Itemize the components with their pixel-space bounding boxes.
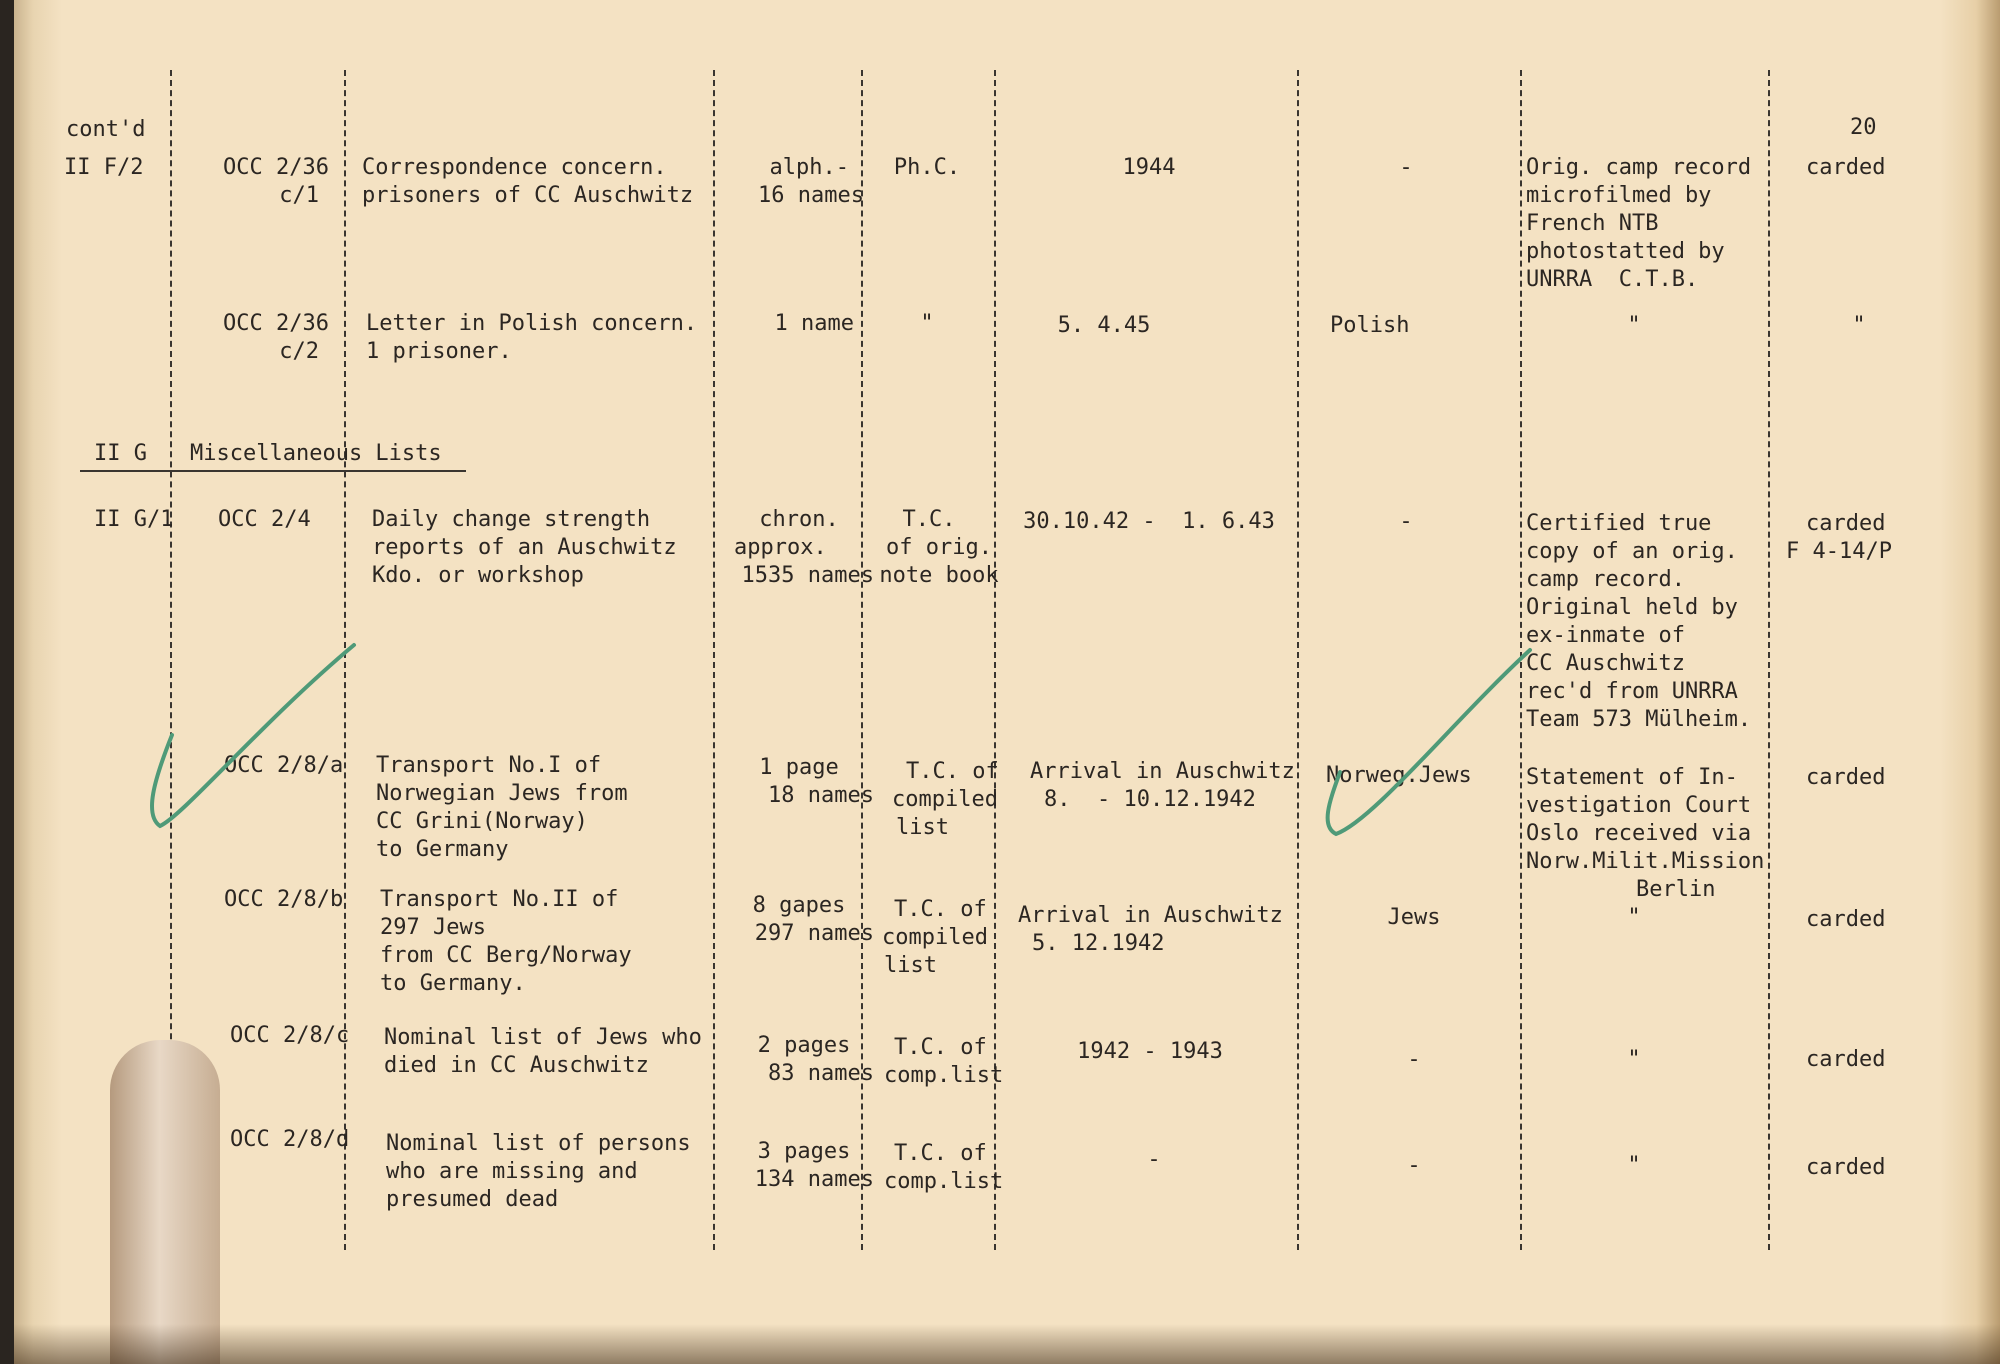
reference-number: OCC 2/8/a xyxy=(224,753,344,778)
remarks-line: Norw.Milit.Mission xyxy=(1526,849,1765,874)
reference-number: OCC 2/36 xyxy=(223,155,329,180)
language-line: Jews xyxy=(1387,905,1441,930)
description-line: Nominal list of Jews who xyxy=(384,1025,702,1050)
type-line: comp.list xyxy=(884,1063,1004,1088)
type-line: comp.list xyxy=(884,1169,1004,1194)
document-page xyxy=(14,0,2000,1364)
type-line: compiled xyxy=(892,787,998,812)
description-line: Letter in Polish concern. xyxy=(366,311,698,336)
remarks-line: " xyxy=(1627,1153,1641,1178)
date-line: Arrival in Auschwitz xyxy=(1030,759,1295,784)
bottom-shadow xyxy=(14,1324,2000,1364)
description-line: Transport No.I of xyxy=(376,753,602,778)
language-line: - xyxy=(1399,155,1413,180)
type-line: " xyxy=(920,311,934,336)
description-line: presumed dead xyxy=(386,1187,559,1212)
remarks-line: Statement of In- xyxy=(1526,765,1738,790)
date-line: - xyxy=(1147,1147,1161,1172)
extent-line: 2 pages xyxy=(757,1033,851,1058)
extent-line: alph.- xyxy=(769,155,849,180)
description-line: 1 prisoner. xyxy=(366,339,512,364)
description-line: from CC Berg/Norway xyxy=(380,943,632,968)
green-checkmark-icon xyxy=(14,0,2000,1364)
contd-label: cont'd xyxy=(66,117,146,142)
status-line: carded xyxy=(1806,1155,1886,1180)
description-line: who are missing and xyxy=(386,1159,638,1184)
remarks-line: Team 573 Mülheim. xyxy=(1526,707,1752,732)
remarks-line: Oslo received via xyxy=(1526,821,1752,846)
description-line: 297 Jews xyxy=(380,915,486,940)
remarks-line: ex-inmate of xyxy=(1526,623,1685,648)
remarks-line: Original held by xyxy=(1526,595,1738,620)
remarks-line: " xyxy=(1627,1047,1641,1072)
remarks-line: " xyxy=(1627,905,1641,930)
language-line: Norweg.Jews xyxy=(1326,763,1472,788)
extent-line: 8 gapes xyxy=(752,893,846,918)
extent-line: approx. xyxy=(734,535,827,560)
description-line: Transport No.II of xyxy=(380,887,619,912)
extent-line: 18 names xyxy=(768,783,874,808)
description-line: CC Grini(Norway) xyxy=(376,809,588,834)
date-line: 5. 4.45 xyxy=(1057,313,1151,338)
date-line: 8. - 10.12.1942 xyxy=(1044,787,1256,812)
date-line: 1944 xyxy=(1122,155,1176,180)
reference-number: OCC 2/36 xyxy=(223,311,329,336)
remarks-line: rec'd from UNRRA xyxy=(1526,679,1738,704)
description-line: to Germany xyxy=(376,837,509,862)
status-line: carded xyxy=(1806,765,1886,790)
reference-number: OCC 2/8/d xyxy=(230,1127,350,1152)
remarks-line: photostatted by xyxy=(1526,239,1725,264)
extent-line: 16 names xyxy=(758,183,864,208)
remarks-line: vestigation Court xyxy=(1526,793,1752,818)
status-line: carded xyxy=(1806,1047,1886,1072)
language-line: - xyxy=(1407,1047,1421,1072)
extent-line: 1 page xyxy=(759,755,839,780)
remarks-line: Orig. camp record xyxy=(1526,155,1752,180)
description-line: Nominal list of persons xyxy=(386,1131,691,1156)
reference-sub: c/2 xyxy=(279,339,319,364)
section-title: Miscellaneous Lists xyxy=(190,441,442,466)
type-line: compiled xyxy=(882,925,988,950)
thumb-shadow xyxy=(110,1040,220,1364)
remarks-line: Berlin xyxy=(1636,877,1716,902)
type-line: list xyxy=(884,953,937,978)
description-line: prisoners of CC Auschwitz xyxy=(362,183,694,208)
type-line: list xyxy=(896,815,949,840)
description-line: to Germany. xyxy=(380,971,526,996)
date-line: 5. 12.1942 xyxy=(1032,931,1165,956)
description-line: reports of an Auschwitz xyxy=(372,535,677,560)
remarks-line: microfilmed by xyxy=(1526,183,1712,208)
description-line: Norwegian Jews from xyxy=(376,781,628,806)
type-line: Ph.C. xyxy=(893,155,961,180)
reference-number: OCC 2/4 xyxy=(218,507,311,532)
status-line: F 4-14/P xyxy=(1786,539,1892,564)
remarks-line: camp record. xyxy=(1526,567,1685,592)
extent-line: 297 names xyxy=(754,921,874,946)
status-line: carded xyxy=(1806,155,1886,180)
category-code: II F/2 xyxy=(64,155,144,180)
reference-sub: c/1 xyxy=(279,183,319,208)
language-line: Polish xyxy=(1330,313,1410,338)
extent-line: 134 names xyxy=(754,1167,874,1192)
remarks-line: copy of an orig. xyxy=(1526,539,1738,564)
description-line: Kdo. or workshop xyxy=(372,563,584,588)
status-line: carded xyxy=(1806,511,1886,536)
status-line: " xyxy=(1852,313,1866,338)
remarks-line: UNRRA C.T.B. xyxy=(1526,267,1699,292)
type-line: note book xyxy=(879,563,999,588)
type-line: of orig. xyxy=(886,535,992,560)
date-line: 30.10.42 - 1. 6.43 xyxy=(1023,509,1275,534)
remarks-line: " xyxy=(1627,313,1641,338)
remarks-line: CC Auschwitz xyxy=(1526,651,1685,676)
type-line: T.C. of xyxy=(894,897,987,922)
page-number: 20 xyxy=(1850,115,1877,140)
extent-line: chron. xyxy=(759,507,839,532)
language-line: - xyxy=(1399,509,1413,534)
category-code: II G/1 xyxy=(94,507,174,532)
type-line: T.C. xyxy=(902,507,956,532)
remarks-line: Certified true xyxy=(1526,511,1712,536)
type-line: T.C. of xyxy=(906,759,999,784)
description-line: Daily change strength xyxy=(372,507,651,532)
reference-number: OCC 2/8/b xyxy=(224,887,344,912)
extent-line: 1535 names xyxy=(741,563,874,588)
date-line: 1942 - 1943 xyxy=(1077,1039,1223,1064)
type-line: T.C. of xyxy=(894,1035,987,1060)
description-line: Correspondence concern. xyxy=(362,155,667,180)
date-line: Arrival in Auschwitz xyxy=(1018,903,1283,928)
type-line: T.C. of xyxy=(894,1141,987,1166)
remarks-line: French NTB xyxy=(1526,211,1659,236)
language-line: - xyxy=(1407,1153,1421,1178)
reference-number: OCC 2/8/c xyxy=(230,1023,350,1048)
description-line: died in CC Auschwitz xyxy=(384,1053,649,1078)
extent-line: 3 pages xyxy=(757,1139,851,1164)
section-code: II G xyxy=(94,441,147,466)
extent-line: 83 names xyxy=(768,1061,874,1086)
extent-line: 1 name xyxy=(774,311,854,336)
status-line: carded xyxy=(1806,907,1886,932)
